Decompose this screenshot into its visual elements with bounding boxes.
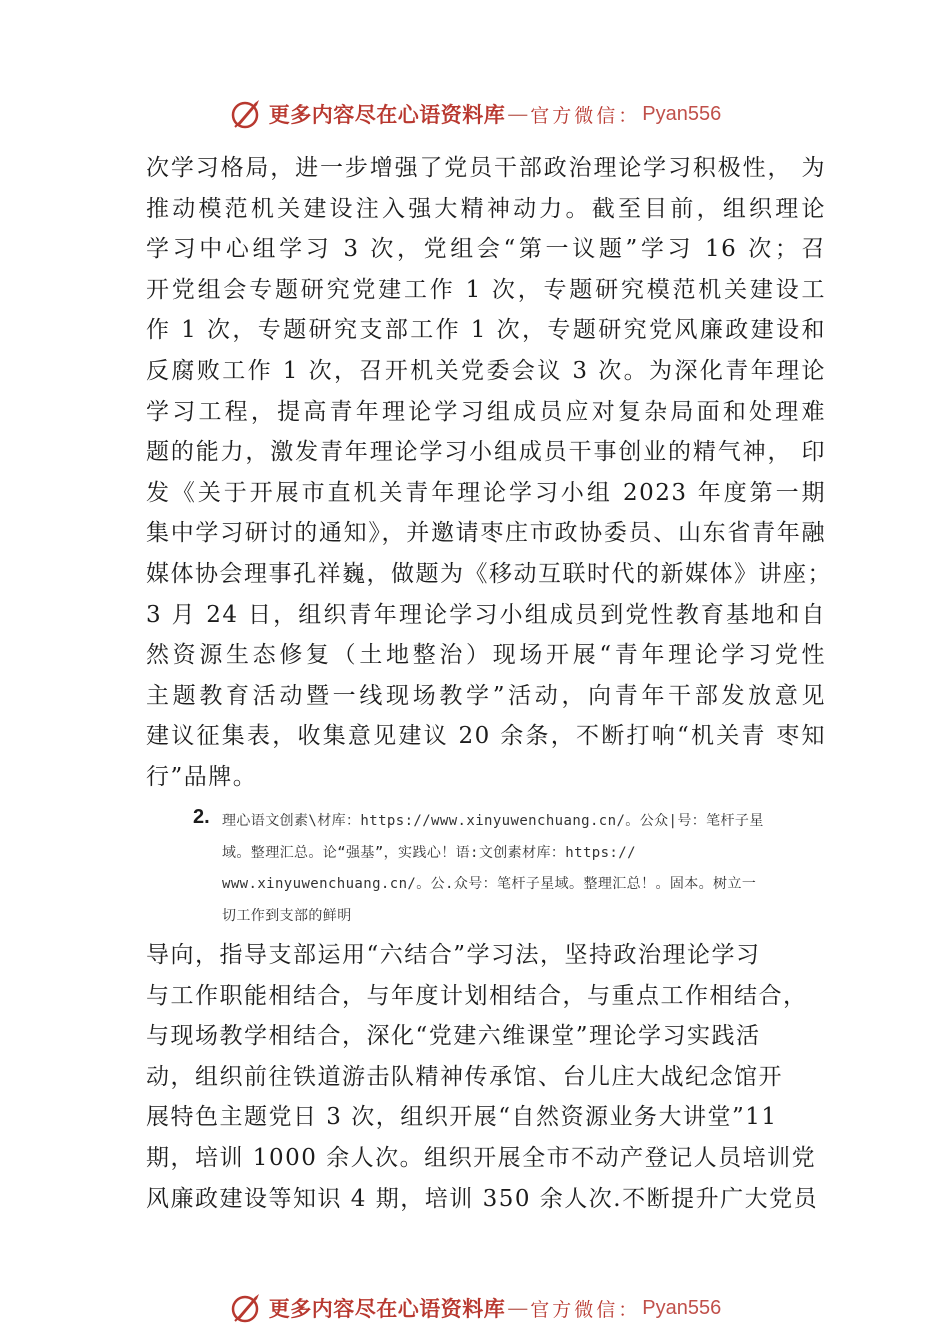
text-line: 3 月 24 日，组织青年理论学习小组成员到党性教育基地和自 <box>146 601 826 628</box>
banner-dash: — <box>507 102 529 126</box>
banner-wechat-label: 官方微信： <box>530 1298 641 1321</box>
text-line: 发《关于开展市直机关青年理论学习小组 2023 年度第一期 <box>146 479 826 506</box>
text-line: 学习工程，提高青年理论学习组成员应对复杂局面和处理难 <box>146 398 826 425</box>
text-line: 集中学习研讨的通知》，并邀请枣庄市政协委员、山东省青年融 <box>146 520 826 547</box>
paragraph-2 <box>146 935 826 1219</box>
text-line: www.xinyuwenchuang.cn/。公.众号：笔杆子星域。整理汇总！。固本。树立一 <box>222 876 757 892</box>
text-line: 域。整理汇总。论“强基”，实践心！语:文创素材库：https:// <box>222 844 636 861</box>
text-line: 作 1 次，专题研究支部工作 1 次，专题研究党风廉政建设和 <box>146 317 826 344</box>
text-line: 建议征集表，收集意见建议 20 余条，不断打响“机关青 枣知 <box>146 723 826 750</box>
text-line: 切工作到支部的鲜明 <box>222 907 352 924</box>
text-line: 学习中心组学习 3 次，党组会“第一议题”学习 16 次；召 <box>146 236 826 263</box>
banner-dash: — <box>507 1296 529 1320</box>
list-number: 2. <box>193 806 210 828</box>
banner-account: Pyan556 <box>642 1296 722 1319</box>
text-line: 风廉政建设等知识 4 期，培训 350 余人次.不断提升广大党员 <box>146 1185 819 1212</box>
quill-pen-seal-icon <box>229 97 263 131</box>
text-line: 开党组会专题研究党建工作 1 次，专题研究模范机关建设工 <box>146 276 826 303</box>
text-line: 反腐败工作 1 次，召开机关党委会议 3 次。为深化青年理论 <box>146 357 826 384</box>
text-line: 次学习格局，进一步增强了党员干部政治理论学习积极性， 为 <box>146 155 826 181</box>
text-line: 期，培训 1000 余人次。组织开展全市不动产登记人员培训党 <box>146 1144 817 1171</box>
quill-pen-seal-icon <box>229 1291 263 1325</box>
list-item-text <box>222 806 833 932</box>
text-line: 与工作职能相结合，与年度计划相结合，与重点工作相结合， <box>146 982 808 1009</box>
footer-banner <box>0 1288 950 1328</box>
text-line: 主题教育活动暨一线现场教学”活动，向青年干部发放意见 <box>146 682 826 709</box>
list-item-2 <box>193 806 833 932</box>
banner-brand-text: 更多内容尽在心语资料库 <box>268 1296 506 1321</box>
text-line: 导向，指导支部运用“六结合”学习法，坚持政治理论学习 <box>146 942 761 968</box>
text-line: 与现场教学相结合，深化“党建六维课堂”理论学习实践活 <box>146 1023 761 1050</box>
header-banner <box>0 94 950 134</box>
banner-brand-text: 更多内容尽在心语资料库 <box>268 102 506 127</box>
text-line: 行”品牌。 <box>146 763 258 790</box>
text-line: 理心语文创素\材库：https://www.xinyuwenchuang.cn/。公众|号：笔杆子星 <box>222 813 764 829</box>
text-line: 动，组织前往铁道游击队精神传承馆、台儿庄大战纪念馆开 <box>146 1063 783 1090</box>
text-line: 题的能力，激发青年理论学习小组成员干事创业的精气神， 印 <box>146 439 826 466</box>
text-line: 然资源生态修复（土地整治）现场开展“青年理论学习党性 <box>146 642 826 669</box>
banner-account: Pyan556 <box>642 102 722 125</box>
text-line: 媒体协会理事孔祥巍，做题为《移动互联时代的新媒体》讲座； <box>146 560 832 587</box>
text-line: 展特色主题党日 3 次，组织开展“自然资源业务大讲堂”11 <box>146 1104 778 1131</box>
banner-wechat-label: 官方微信： <box>530 104 641 127</box>
paragraph-1 <box>146 148 832 798</box>
text-line: 推动模范机关建设注入强大精神动力。截至目前，组织理论 <box>146 195 826 222</box>
